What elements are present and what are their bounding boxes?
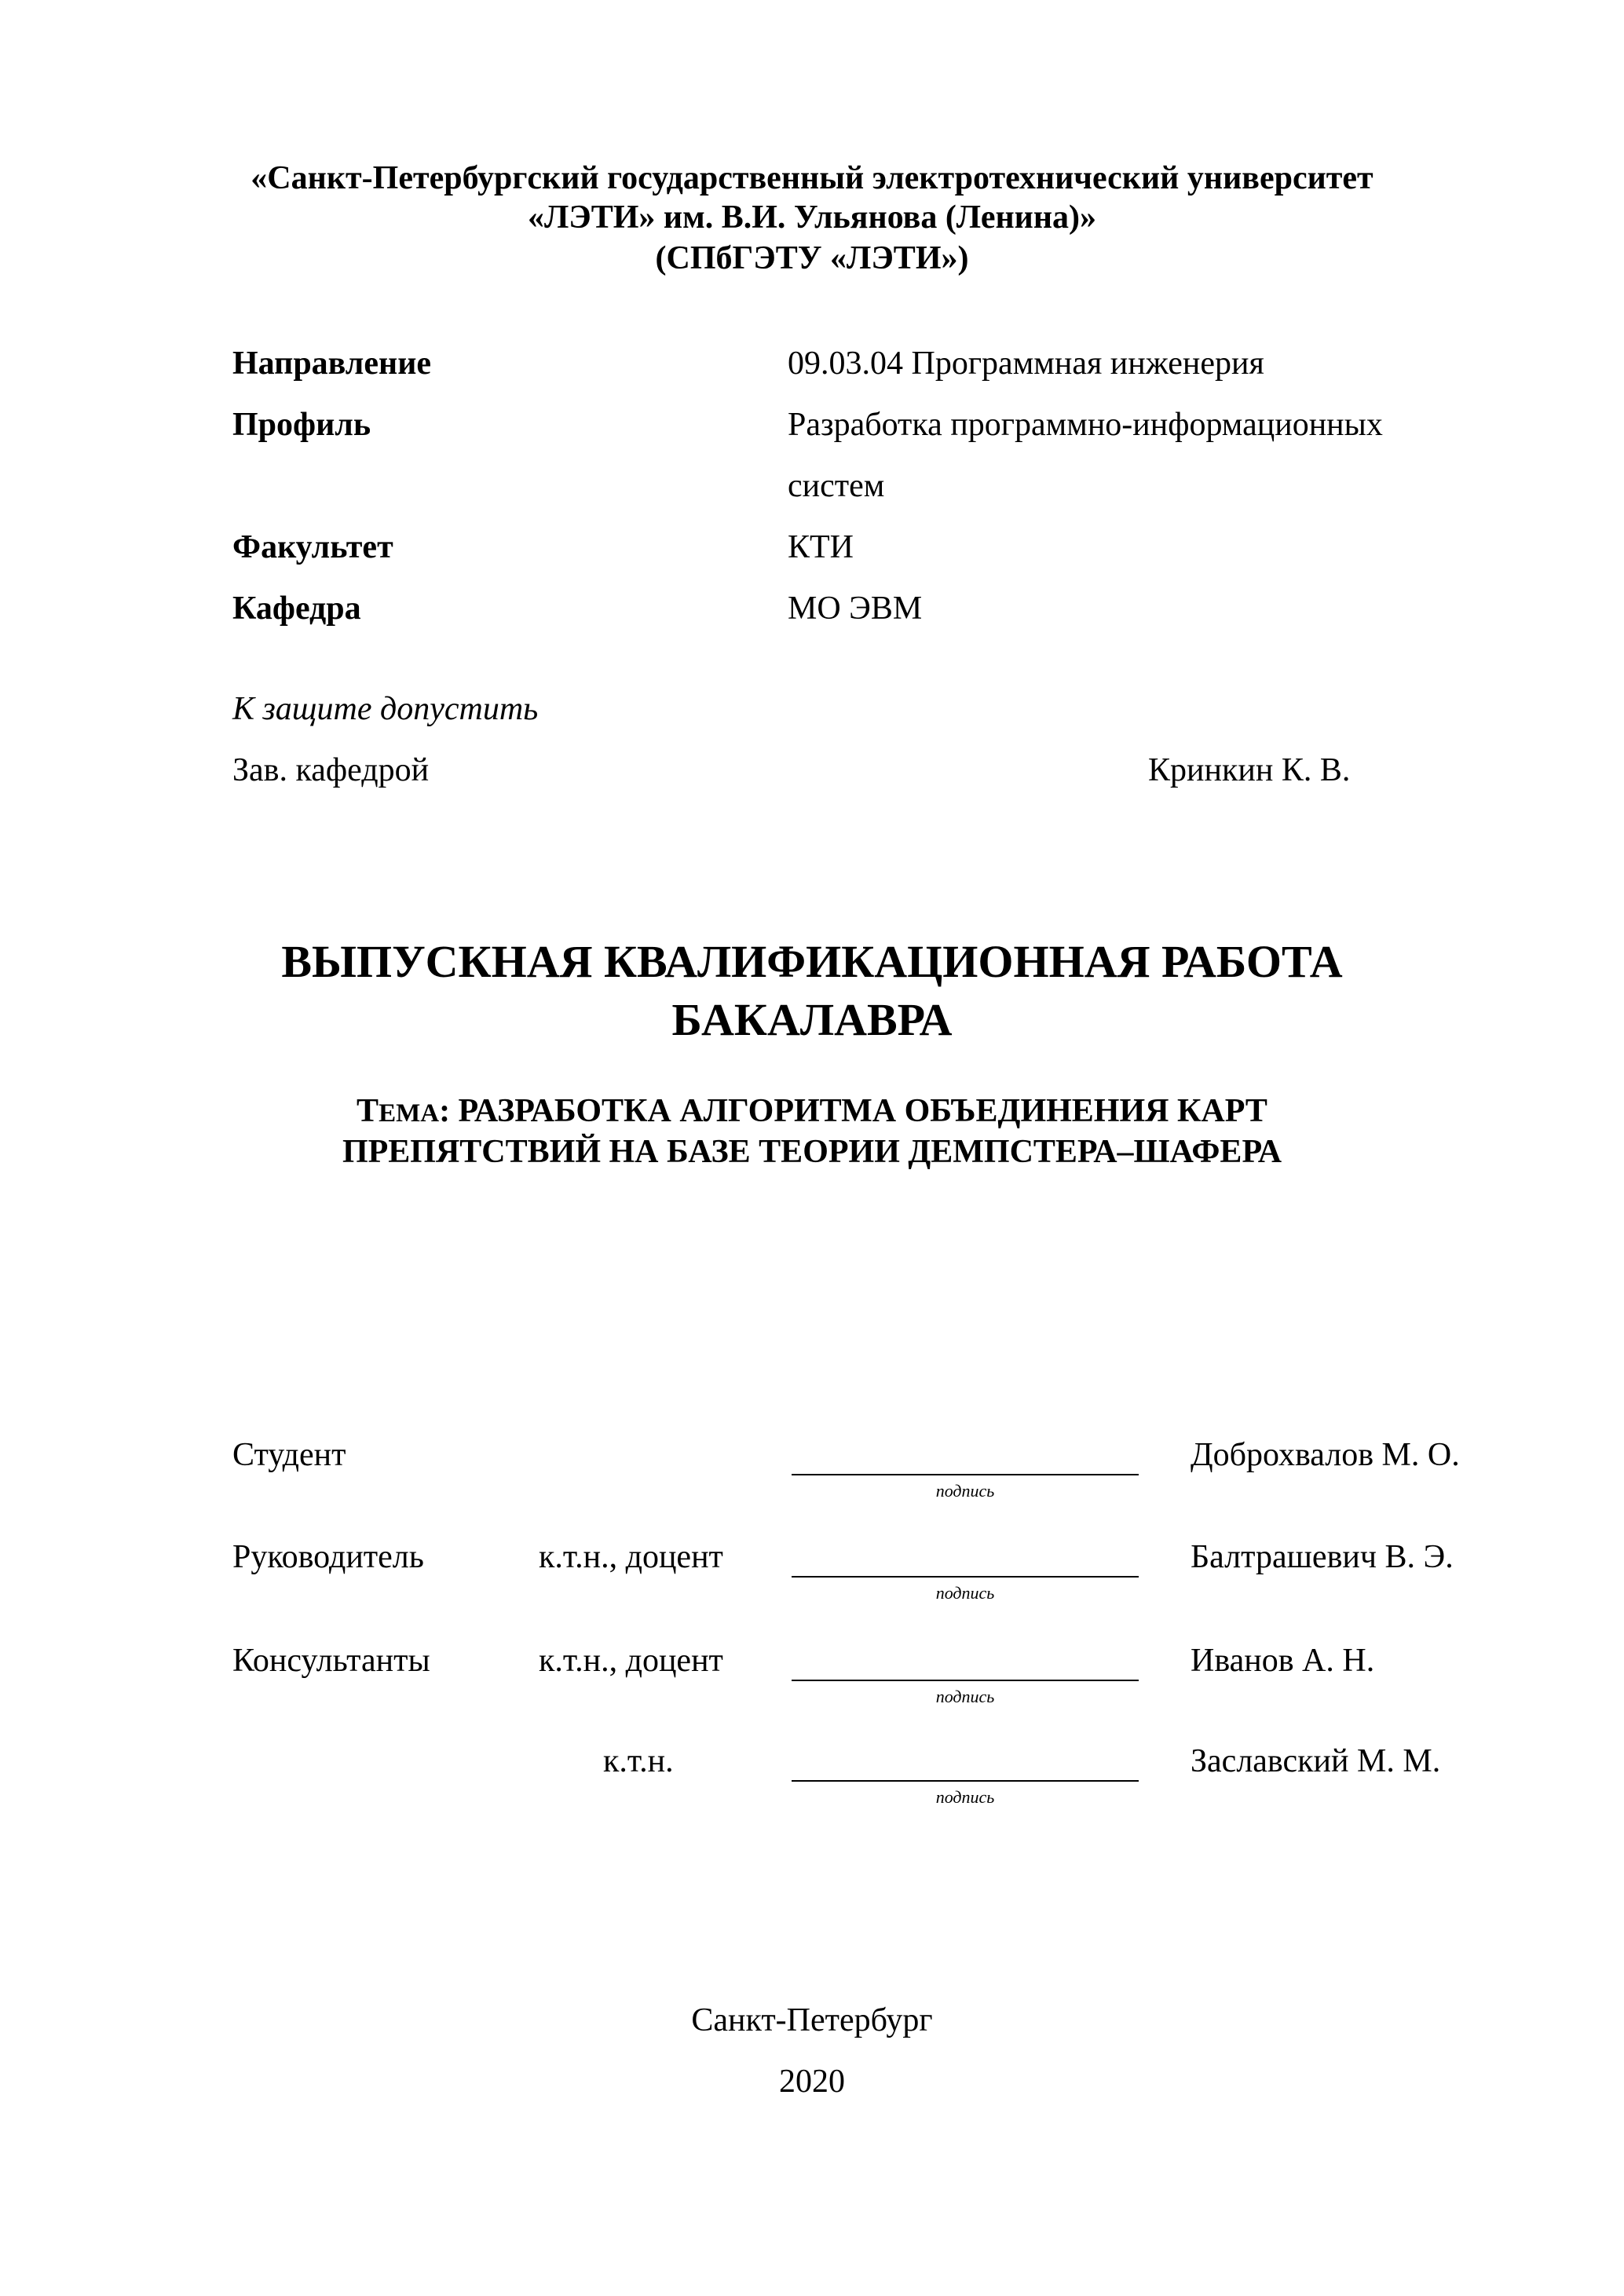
signature-role-student: Студент [232, 1437, 346, 1473]
profile-value-line1: Разработка программно-информационных [788, 407, 1383, 443]
university-name-line1: «Санкт-Петербургский государственный электротехнический университет [251, 160, 1373, 196]
department-head-label: Зав. кафедрой [232, 752, 430, 788]
faculty-value: КТИ [788, 529, 854, 565]
signature-degree-supervisor: к.т.н., доцент [539, 1539, 723, 1575]
signature-name-consultant2: Заславский М. М. [1191, 1743, 1441, 1779]
department-value: МО ЭВМ [788, 590, 923, 627]
topic-prefix-first-letter: Т [357, 1093, 379, 1129]
footer-year: 2020 [779, 2064, 845, 2100]
faculty-label: Факультет [232, 529, 393, 565]
department-head-name: Кринкин К. В. [1148, 752, 1351, 788]
profile-value-line2: систем [788, 468, 885, 504]
footer-city: Санкт-Петербург [691, 2002, 933, 2038]
signature-caption: подпись [935, 1583, 995, 1603]
signature-caption: подпись [935, 1787, 995, 1807]
thesis-title-line1: ВЫПУСКНАЯ КВАЛИФИКАЦИОННАЯ РАБОТА [281, 936, 1343, 987]
university-abbreviation: (СПбГЭТУ «ЛЭТИ») [655, 240, 969, 276]
signature-role-supervisor: Руководитель [232, 1539, 424, 1575]
thesis-title-line2: БАКАЛАВРА [671, 994, 953, 1045]
topic-line1 [0, 1095, 1624, 1128]
signature-name-supervisor: Балтрашевич В. Э. [1191, 1539, 1454, 1575]
signature-role-consultants: Консультанты [232, 1643, 430, 1679]
topic-line2: ПРЕПЯТСТВИЙ НА БАЗЕ ТЕОРИИ ДЕМПСТЕРА–ШАФЕРА [342, 1134, 1282, 1170]
signature-degree-consultant2: к.т.н. [603, 1743, 674, 1779]
signature-degree-consultant1: к.т.н., доцент [539, 1643, 723, 1679]
signature-caption: подпись [935, 1687, 995, 1706]
topic-line1-text: : РАЗРАБОТКА АЛГОРИТМА ОБЪЕДИНЕНИЯ КАРТ [439, 1093, 1267, 1129]
signature-line [792, 1780, 1139, 1782]
signature-name-consultant1: Иванов А. Н. [1191, 1643, 1375, 1679]
admission-text: К защите допустить [232, 691, 539, 727]
university-name-line2: «ЛЭТИ» им. В.И. Ульянова (Ленина)» [527, 199, 1097, 236]
topic-prefix-rest: ЕМА [379, 1099, 440, 1128]
direction-label: Направление [232, 345, 432, 382]
signature-line [792, 1680, 1139, 1681]
signature-caption: подпись [935, 1481, 995, 1501]
direction-value: 09.03.04 Программная инженерия [788, 345, 1264, 382]
profile-label: Профиль [232, 407, 371, 443]
signature-line [792, 1474, 1139, 1475]
signature-name-student: Доброхвалов М. О. [1191, 1437, 1460, 1473]
department-label: Кафедра [232, 590, 361, 627]
signature-line [792, 1576, 1139, 1578]
